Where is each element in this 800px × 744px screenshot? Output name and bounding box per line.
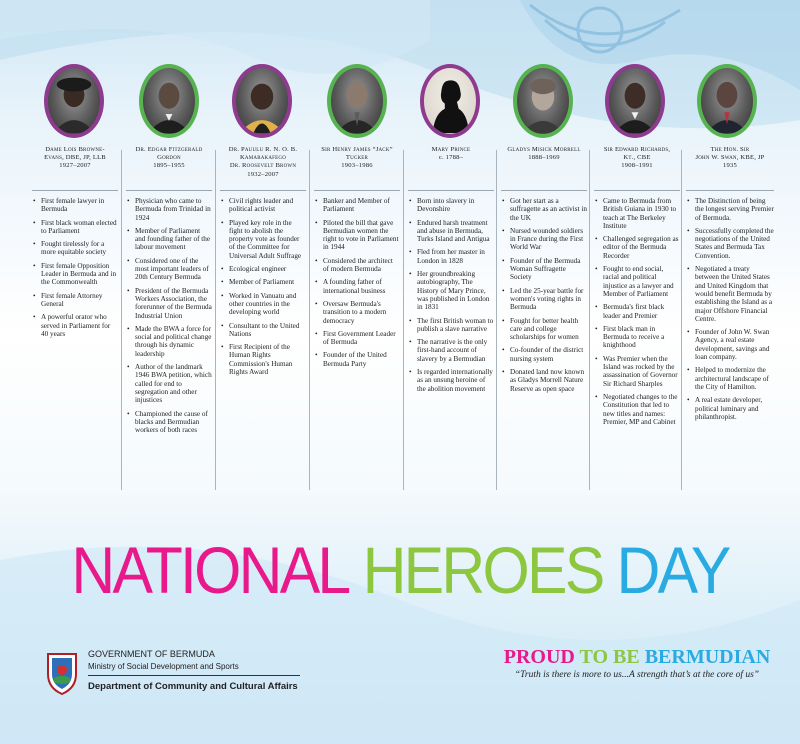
hero-dates: 1895–1955	[153, 162, 185, 170]
hero-name-line: Sir Henry James “Jack”	[321, 146, 393, 153]
hero-facts-list	[408, 190, 494, 393]
portrait-sir-henry-tucker	[327, 64, 387, 138]
list-item: • First Recipient of the Human Rights Commission's Human Rights Award	[220, 343, 306, 376]
hero-name-line: Kamarakafego	[239, 154, 287, 162]
hero-header	[594, 146, 680, 186]
list-item: • Civil rights leader and political activist	[220, 197, 306, 214]
list-item: • Piloted the bill that gave Bermudian women the right to vote in Parliament in 1944	[314, 219, 400, 252]
list-item: • Founder of John W. Swan Agency, a real estate development, savings and loan company.	[686, 328, 774, 361]
list-item: • Is regarded internationally as an unsung heroine of the abolition movement	[408, 368, 494, 393]
hero-name-line: Dr. Edgar Fitzgerald	[135, 146, 203, 153]
hero-header	[501, 146, 587, 186]
list-item: • Came to Bermuda from British Guiana in 1930 to teach at The Berkeley Institute	[594, 197, 680, 230]
list-item: • Fought tirelessly for a more equitable society	[32, 240, 118, 257]
hero-name-line: The Hon. Sir	[710, 146, 750, 153]
portrait-sir-edward-richards	[605, 64, 665, 138]
page-title	[32, 530, 768, 610]
portrait-mary-prince-silhouette	[420, 64, 480, 138]
hero-facts-list	[594, 190, 680, 426]
hero-name-line: John W. Swan, KBE, JP	[695, 154, 765, 162]
hero-header	[686, 146, 774, 186]
column-divider	[589, 150, 590, 490]
hero-name-line: Dr. Pauulu R. N. O. B.	[228, 146, 298, 153]
hero-dates: 1927–2007	[59, 162, 91, 170]
list-item: • Endured harsh treatment and abuse in Bermuda, Turks Island and Antigua	[408, 219, 494, 244]
column-divider	[215, 150, 216, 490]
hero-header	[220, 146, 306, 186]
hero-dates: 1935	[723, 162, 737, 170]
list-item: • A founding father of international business	[314, 278, 400, 295]
list-item: • Was Premier when the Island was rocked by the assassination of Governor Sir Richard Sharples	[594, 355, 680, 388]
list-item: • Co-founder of the district nursing system	[501, 346, 587, 363]
list-item: • The Distinction of being the longest serving Premier of Bermuda.	[686, 197, 774, 222]
list-item: • First female Attorney General	[32, 292, 118, 309]
slogan-word-proud: PROUD	[503, 646, 575, 668]
hero-dates: c. 1788–	[438, 154, 464, 162]
department-name: Department of Community and Cultural Affairs	[88, 681, 298, 692]
list-item: • Member of Parliament	[220, 278, 306, 286]
list-item: • A powerful orator who served in Parliament for 40 years	[32, 313, 118, 338]
hero-facts-list	[126, 190, 212, 434]
list-item: • A real estate developer, political luminary and philanthropist.	[686, 396, 774, 421]
list-item: • First Government Leader of Bermuda	[314, 330, 400, 347]
list-item: • Considered one of the most important leaders of 20th Century Bermuda	[126, 257, 212, 282]
footer-divider	[88, 675, 300, 676]
list-item: • Led the 25-year battle for women's voting rights in Bermuda	[501, 287, 587, 312]
list-item: • Her groundbreaking autobiography, The History of Mary Prince, was published in London in 1831	[408, 270, 494, 311]
hero-dates: 1888–1969	[528, 154, 560, 162]
hero-name-line: Gordon	[157, 154, 181, 162]
portrait-dame-lois-browne-evans	[44, 64, 104, 138]
list-item: • Donated land now known as Gladys Morrell Nature Reserve as open space	[501, 368, 587, 393]
hero-name-line: Tucker	[345, 154, 369, 162]
title-word-heroes: HEROES	[362, 533, 603, 607]
hero-name-line: Mary Prince	[431, 146, 471, 153]
list-item: • Oversaw Bermuda's transition to a modern democracy	[314, 300, 400, 325]
list-item: • Founder of the Bermuda Woman Suffragette Society	[501, 257, 587, 282]
hero-dates: 1932–2007	[247, 170, 279, 178]
hero-name-line: Dr. Roosevelt Brown	[229, 162, 297, 170]
title-word-day: DAY	[616, 533, 729, 607]
portrait-dr-edgar-gordon	[139, 64, 199, 138]
list-item: • Negotiated changes to the Constitution that led to new titles and names: Premier, MP and Cabinet	[594, 393, 680, 426]
list-item: • Born into slavery in Devonshire	[408, 197, 494, 214]
hero-facts-list	[501, 190, 587, 393]
hero-name-line: Kt., CBE	[623, 154, 651, 162]
list-item: • Fought to end social, racial and political injustice as a lawyer and Member of Parliament	[594, 265, 680, 298]
government-name: GOVERNMENT OF BERMUDA	[88, 649, 215, 659]
list-item: • First black woman elected to Parliament	[32, 219, 118, 236]
list-item: • Successfully completed the negotiations of the United States and Bermuda Tax Convention.	[686, 227, 774, 260]
list-item: • Championed the cause of blacks and Bermudian workers of both races	[126, 410, 212, 435]
tagline: “Truth is there is more to us...A strength that’s at the core of us”	[514, 670, 760, 680]
list-item: • Fled from her master in London in 1828	[408, 248, 494, 265]
hero-header	[32, 146, 118, 186]
portrait-dr-pauulu-kamarakafego	[232, 64, 292, 138]
list-item: • Considered the architect of modern Bermuda	[314, 257, 400, 274]
hero-column-mary-prince	[408, 146, 494, 398]
list-item: • Banker and Member of Parliament	[314, 197, 400, 214]
list-item: • Worked in Vanuatu and other countries in the developing world	[220, 292, 306, 317]
list-item: • Bermuda's first black leader and Premier	[594, 303, 680, 320]
list-item: • First female Opposition Leader in Bermuda and in the Commonwealth	[32, 262, 118, 287]
list-item: • First female lawyer in Bermuda	[32, 197, 118, 214]
hero-column-john-swan	[686, 146, 774, 426]
list-item: • Physician who came to Bermuda from Trinidad in 1924	[126, 197, 212, 222]
hero-header	[314, 146, 400, 186]
slogan-word-to-be: TO BE	[579, 646, 640, 668]
list-item: • Made the BWA a force for social and political change through his dynamic leadership	[126, 325, 212, 358]
hero-header	[408, 146, 494, 186]
hero-column-henry-tucker	[314, 146, 400, 373]
list-item: • Negotiated a treaty between the United States and United Kingdom that would benefit Bermuda by establishing the Island as a major Offshore Financial Centre.	[686, 265, 774, 323]
portrait-sir-john-swan	[697, 64, 757, 138]
list-item: • President of the Bermuda Workers Association, the forerunner of the Bermuda Industrial Union	[126, 287, 212, 320]
hero-column-gladys-morrell	[501, 146, 587, 398]
slogan	[497, 646, 777, 669]
column-divider	[403, 150, 404, 490]
hero-column-lois-browne-evans	[32, 146, 118, 343]
list-item: • Challenged segregation as editor of the Bermuda Recorder	[594, 235, 680, 260]
list-item: • Nursed wounded soldiers in France during the First World War	[501, 227, 587, 252]
column-divider	[121, 150, 122, 490]
slogan-word-bermudian: BERMUDIAN	[644, 646, 771, 668]
list-item: • Founder of the United Bermuda Party	[314, 351, 400, 368]
bermuda-crest-icon	[44, 650, 80, 696]
hero-column-pauulu-kamarakafego	[220, 146, 306, 381]
column-divider	[496, 150, 497, 490]
list-item: • Got her start as a suffragette as an activist in the UK	[501, 197, 587, 222]
hero-facts-list	[314, 190, 400, 368]
column-divider	[309, 150, 310, 490]
list-item: • The first British woman to publish a slave narrative	[408, 317, 494, 334]
hero-dates: 1908–1991	[621, 162, 653, 170]
list-item: • Author of the landmark 1946 BWA petition, which called for end to segregation and other injustices	[126, 363, 212, 404]
hero-name-line: Gladys Misick Morrell	[507, 146, 581, 153]
list-item: • Helped to modernize the architectural landscape of the City of Hamilton.	[686, 366, 774, 391]
hero-name-line: Evans, DBE, JP, LLB	[44, 154, 106, 162]
ministry-name: Ministry of Social Development and Sports	[88, 662, 239, 671]
hero-facts-list	[220, 190, 306, 376]
hero-header	[126, 146, 212, 186]
list-item: • Played key role in the fight to abolish the property vote as founder of the Committee for Universal Adult Suffrage	[220, 219, 306, 260]
hero-column-edward-richards	[594, 146, 680, 431]
hero-column-edgar-gordon	[126, 146, 212, 439]
column-divider	[681, 150, 682, 490]
list-item: • First black man in Bermuda to receive a knighthood	[594, 325, 680, 350]
hero-name-line: Dame Lois Browne-	[45, 146, 105, 153]
list-item: • Consultant to the United Nations	[220, 322, 306, 339]
list-item: • Member of Parliament and founding father of the labour movement	[126, 227, 212, 252]
list-item: • Ecological engineer	[220, 265, 306, 273]
title-word-national: NATIONAL	[71, 533, 349, 607]
list-item: • The narrative is the only first-hand account of slavery by a Bermudian	[408, 338, 494, 363]
hero-facts-list	[32, 190, 118, 338]
hero-dates: 1903–1986	[341, 162, 373, 170]
hero-facts-list	[686, 190, 774, 421]
portrait-gladys-misick-morrell	[513, 64, 573, 138]
hero-name-line: Sir Edward Richards,	[603, 146, 671, 153]
list-item: • Fought for better health care and college scholarships for women	[501, 317, 587, 342]
